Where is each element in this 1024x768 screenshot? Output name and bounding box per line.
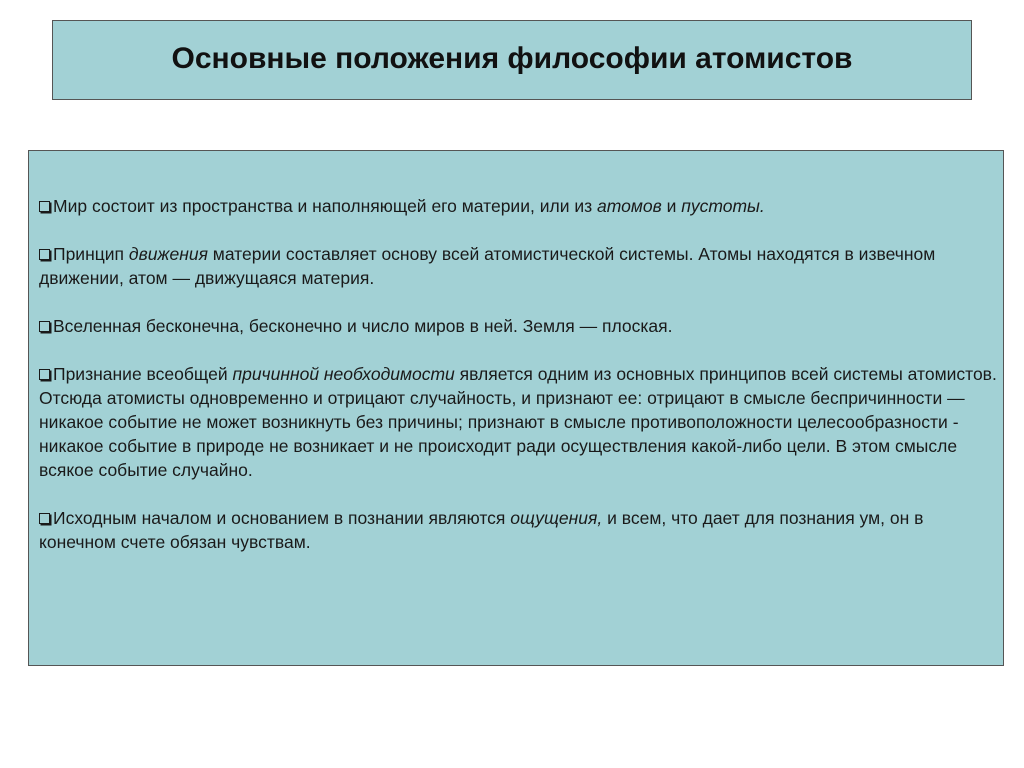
bullet-italic-text: атомов xyxy=(597,196,662,216)
bullet-italic-text: движения xyxy=(128,244,208,264)
bullet-list xyxy=(39,194,1003,578)
bullet-text: является одним из основных принципов всей системы атомистов. Отсюда атомисты одновременно и отрицают случайность, и признают ее: отрицают в смысле беспричинности — никакое событие не может возникнуть без причины; признают в смысле противоположности целесообразности - никакое событие в природе не возникает и не происходит ради осуществления какой-либо цели. В этом смысле всякое событие случайно. xyxy=(39,364,997,480)
bullet-text: Мир состоит из пространства и наполняющей его материи, или из xyxy=(53,196,597,216)
bullet-item-universe xyxy=(39,314,1003,338)
bullet-italic-text: пустоты. xyxy=(681,196,765,216)
checkbox-square-icon xyxy=(39,513,50,524)
slide-title: Основные положения философии атомистов xyxy=(171,42,853,75)
bullet-text: и xyxy=(661,196,682,216)
checkbox-square-icon xyxy=(39,369,50,380)
bullet-text: и всем, что дает для познания ум, он в конечном счете обязан чувствам. xyxy=(39,508,924,552)
bullet-item-necessity xyxy=(39,362,1003,482)
bullet-italic-text: причинной необходимости xyxy=(232,364,455,384)
title-box xyxy=(52,20,972,100)
bullet-item-cognition xyxy=(39,506,1003,554)
checkbox-square-icon xyxy=(39,201,50,212)
bullet-text: Принцип xyxy=(53,244,129,264)
bullet-text: Признание всеобщей xyxy=(53,364,233,384)
content-box xyxy=(28,150,1004,666)
bullet-text: Исходным началом и основанием в познании являются xyxy=(53,508,511,528)
bullet-text: материи составляет основу всей атомистической системы. Атомы находятся в извечном движении, атом — движущаяся материя. xyxy=(39,244,936,288)
bullet-text: Вселенная бесконечна, бесконечно и число миров в ней. Земля — плоская. xyxy=(53,316,673,336)
bullet-italic-text: ощущения, xyxy=(510,508,603,528)
checkbox-square-icon xyxy=(39,321,50,332)
bullet-item-world xyxy=(39,194,1003,218)
bullet-item-motion xyxy=(39,242,1003,290)
checkbox-square-icon xyxy=(39,249,50,260)
